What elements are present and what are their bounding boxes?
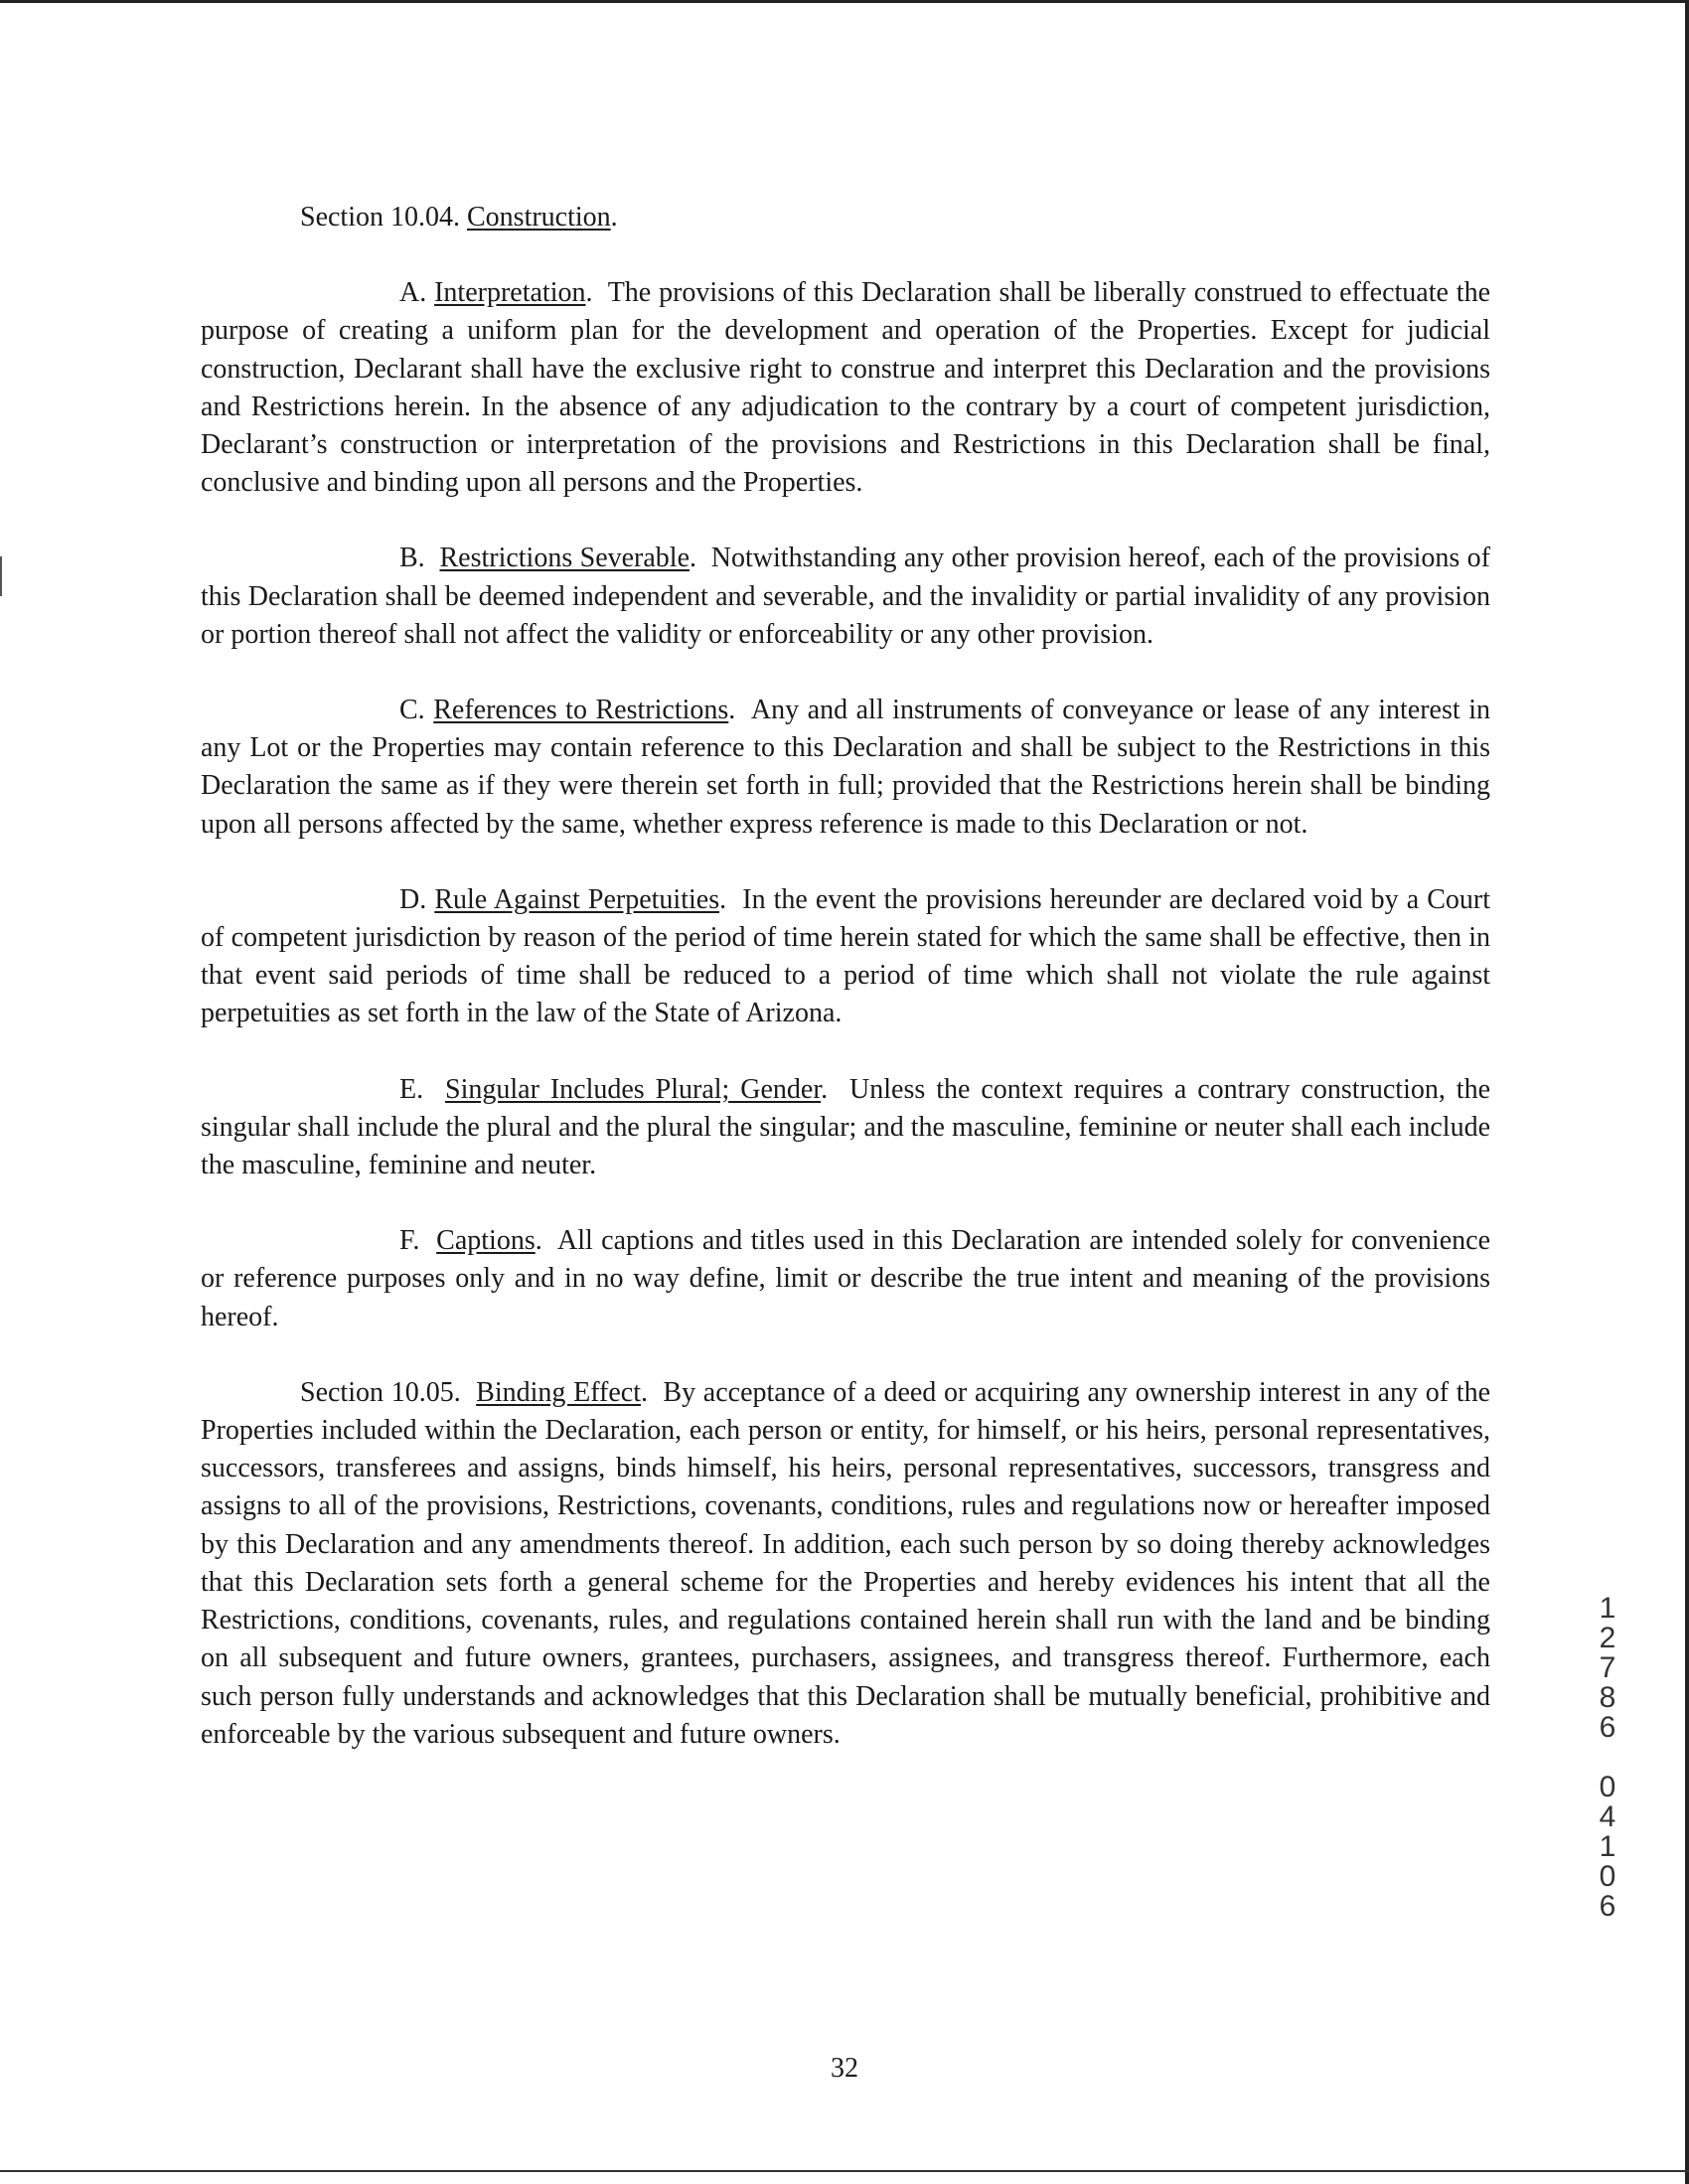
paragraph-body: The provisions of this Declaration shall be liberally construed to effectuate the purpose of creating a uniform plan for the development and operation of the Properties. Except for judicial construction, Declarant shall have the exclusive right to construe and interpret this Declaration and the provisions and Restrictions herein. In the absence of any adjudication to the contrary by a court of competent jurisdiction, Declarant’s construction or interpretation of the provisions and Restrictions in this Declaration shall be final, conclusive and binding upon all persons and the Properties. [201,277,1490,499]
paragraph-f: F. Captions. All captions and titles used in this Declaration are intended solely for convenience or reference purposes only and in no way define, limit or describe the true intent and meaning of the provisions hereof. [201,1225,1490,1332]
stamp-digit: 7 [1599,1651,1616,1684]
section-title: Binding Effect [476,1376,641,1408]
section-10-05: Section 10.05. Binding Effect. By acceptance of a deed or acquiring any ownership interest in any of the Properties included within the Declaration, each person or entity, for himself, or his heirs, personal representatives, successors, transferees and assigns, binds himself, his heirs, personal representatives, successors, transgress and assigns to all of the provisions, Restrictions, covenants, conditions, rules and regulations now or hereafter imposed by this Declaration and any amendments thereof. In addition, each such person by so doing thereby acknowledges that this Declaration sets forth a general scheme for the Properties and hereby evidences his intent that all the Restrictions, conditions, covenants, rules, and regulations contained herein shall run with the land and be binding on all subsequent and future owners, grantees, purchasers, assignees, and transgress thereof. Furthermore, each such person fully understands and acknowledges that this Declaration shall be mutually beneficial, prohibitive and enforceable by the various subsequent and future owners. [201,1376,1491,1750]
section-10-04-heading: Section 10.04. Construction. [300,202,618,233]
paragraph-e: E. Singular Includes Plural; Gender. Unless the context requires a contrary construction, the singular shall include the plural and the plural the singular; and the masculine, feminine or neuter shall each include the masculine, feminine and neuter. [201,1073,1491,1181]
paragraph-title: Restrictions Severable [439,543,691,574]
paragraph-body: In the event the provisions hereunder are declared void by a Court of competent jurisdiction by reason of the period of time herein stated for which the same shall be effective, then in that event said periods of time shall be reduced to a period of time which shall not violate the rule against perpetuities as set forth in the law of the State of Arizona. [201,883,1491,1029]
scan-edge-right [1685,0,1689,2184]
document-body [201,199,1490,1754]
paragraph-c: C. References to Restrictions. Any and all instruments of conveyance or lease of any interest in any Lot or the Properties may contain reference to this Declaration and shall be subject to the Restrictions in this Declaration the same as if they were therein set forth in full; provided that the Restrictions herein shall be binding upon all persons affected by the same, whether express reference is made to this Declaration or not. [201,695,1490,840]
stamp-digit: 1 [1599,1592,1616,1625]
recording-stamp [1588,1594,1627,1922]
page-number: 32 [831,2053,858,2084]
paragraph-title: References to Restrictions [433,695,729,726]
stamp-digit: 4 [1599,1800,1616,1833]
paragraph-d: D. Rule Against Perpetuities. In the event the provisions hereunder are declared void by a Court of competent jurisdiction by reason of the period of time herein stated for which the same shall be effective, then in that event said periods of time shall be reduced to a period of time which shall not violate the rule against perpetuities as set forth in the law of the State of Arizona. [201,883,1491,1029]
stamp-digit: 6 [1599,1711,1616,1744]
scan-edge-top [0,0,1689,3]
paragraph-label: A. [399,277,427,309]
paragraph-body: Notwithstanding any other provision hereof, each of the provisions of this Declaration shall be deemed independent and severable, and the invalidity or partial invalidity of any provision or portion thereof shall not affect the validity or enforceability or any other provision. [201,543,1491,650]
scan-edge-left-mark [0,556,2,596]
scan-edge-bottom [0,2170,1689,2172]
paragraph-label: D. [399,883,427,915]
paragraph-body: All captions and titles used in this Declaration are intended solely for convenience or reference purposes only and in no way define, limit or describe the true intent and meaning of the provisions hereof. [201,1225,1490,1332]
paragraph-b: B. Restrictions Severable. Notwithstanding any other provision hereof, each of the provisions of this Declaration shall be deemed independent and severable, and the invalidity or partial invalidity of any provision or portion thereof shall not affect the validity or enforceability or any other provision. [201,543,1491,650]
paragraph-title: Singular Includes Plural; Gender [445,1073,822,1105]
paragraph-title: Rule Against Perpetuities [434,883,720,915]
section-number: Section 10.04. [300,202,460,233]
paragraph-a: A. Interpretation. The provisions of this Declaration shall be liberally construed to effectuate the purpose of creating a uniform plan for the development and operation of the Properties. Except for judicial construction, Declarant shall have the exclusive right to construe and interpret this Declaration and the provisions and Restrictions herein. In the absence of any adjudication to the contrary by a court of competent jurisdiction, Declarant’s construction or interpretation of the provisions and Restrictions in this Declaration shall be final, conclusive and binding upon all persons and the Properties. [201,277,1490,499]
paragraph-title: Interpretation [434,277,586,309]
paragraph-label: B. [399,543,425,574]
paragraph-title: Captions [436,1225,536,1257]
paragraph-label: E. [399,1073,424,1105]
paragraph-body: Unless the context requires a contrary construction, the singular shall include the plural and the plural the singular; and the masculine, feminine or neuter shall each include the masculine, feminine and neuter. [201,1073,1491,1181]
paragraph-label: F. [399,1225,420,1257]
stamp-digit: 2 [1599,1622,1616,1654]
stamp-digit: 1 [1599,1830,1616,1863]
section-body: By acceptance of a deed or acquiring any ownership interest in any of the Properties included within the Declaration, each person or entity, for himself, or his heirs, personal representatives, successors, transferees and assigns, binds himself, his heirs, personal representatives, successors, transgress and assigns to all of the provisions, Restrictions, covenants, conditions, rules and regulations now or hereafter imposed by this Declaration and any amendments thereof. In addition, each such person by so doing thereby acknowledges that this Declaration sets forth a general scheme for the Properties and hereby evidences his intent that all the Restrictions, conditions, covenants, rules, and regulations contained herein shall run with the land and be binding on all subsequent and future owners, grantees, purchasers, assignees, and transgress thereof. Furthermore, each such person fully understands and acknowledges that this Declaration shall be mutually beneficial, prohibitive and enforceable by the various subsequent and future owners. [201,1376,1491,1750]
stamp-digit: 6 [1599,1890,1616,1923]
stamp-digit: 0 [1599,1860,1616,1893]
paragraph-body: Any and all instruments of conveyance or lease of any interest in any Lot or the Properties may contain reference to this Declaration and shall be subject to the Restrictions in this Declaration the same as if they were therein set forth in full; provided that the Restrictions herein shall be binding upon all persons affected by the same, whether express reference is made to this Declaration or not. [201,695,1490,840]
paragraph-label: C. [399,695,425,726]
stamp-spacer [1588,1743,1627,1773]
stamp-digit: 8 [1599,1681,1616,1714]
section-title: Construction [467,202,611,233]
section-number: Section 10.05. [300,1376,461,1408]
stamp-digit: 0 [1599,1771,1616,1803]
